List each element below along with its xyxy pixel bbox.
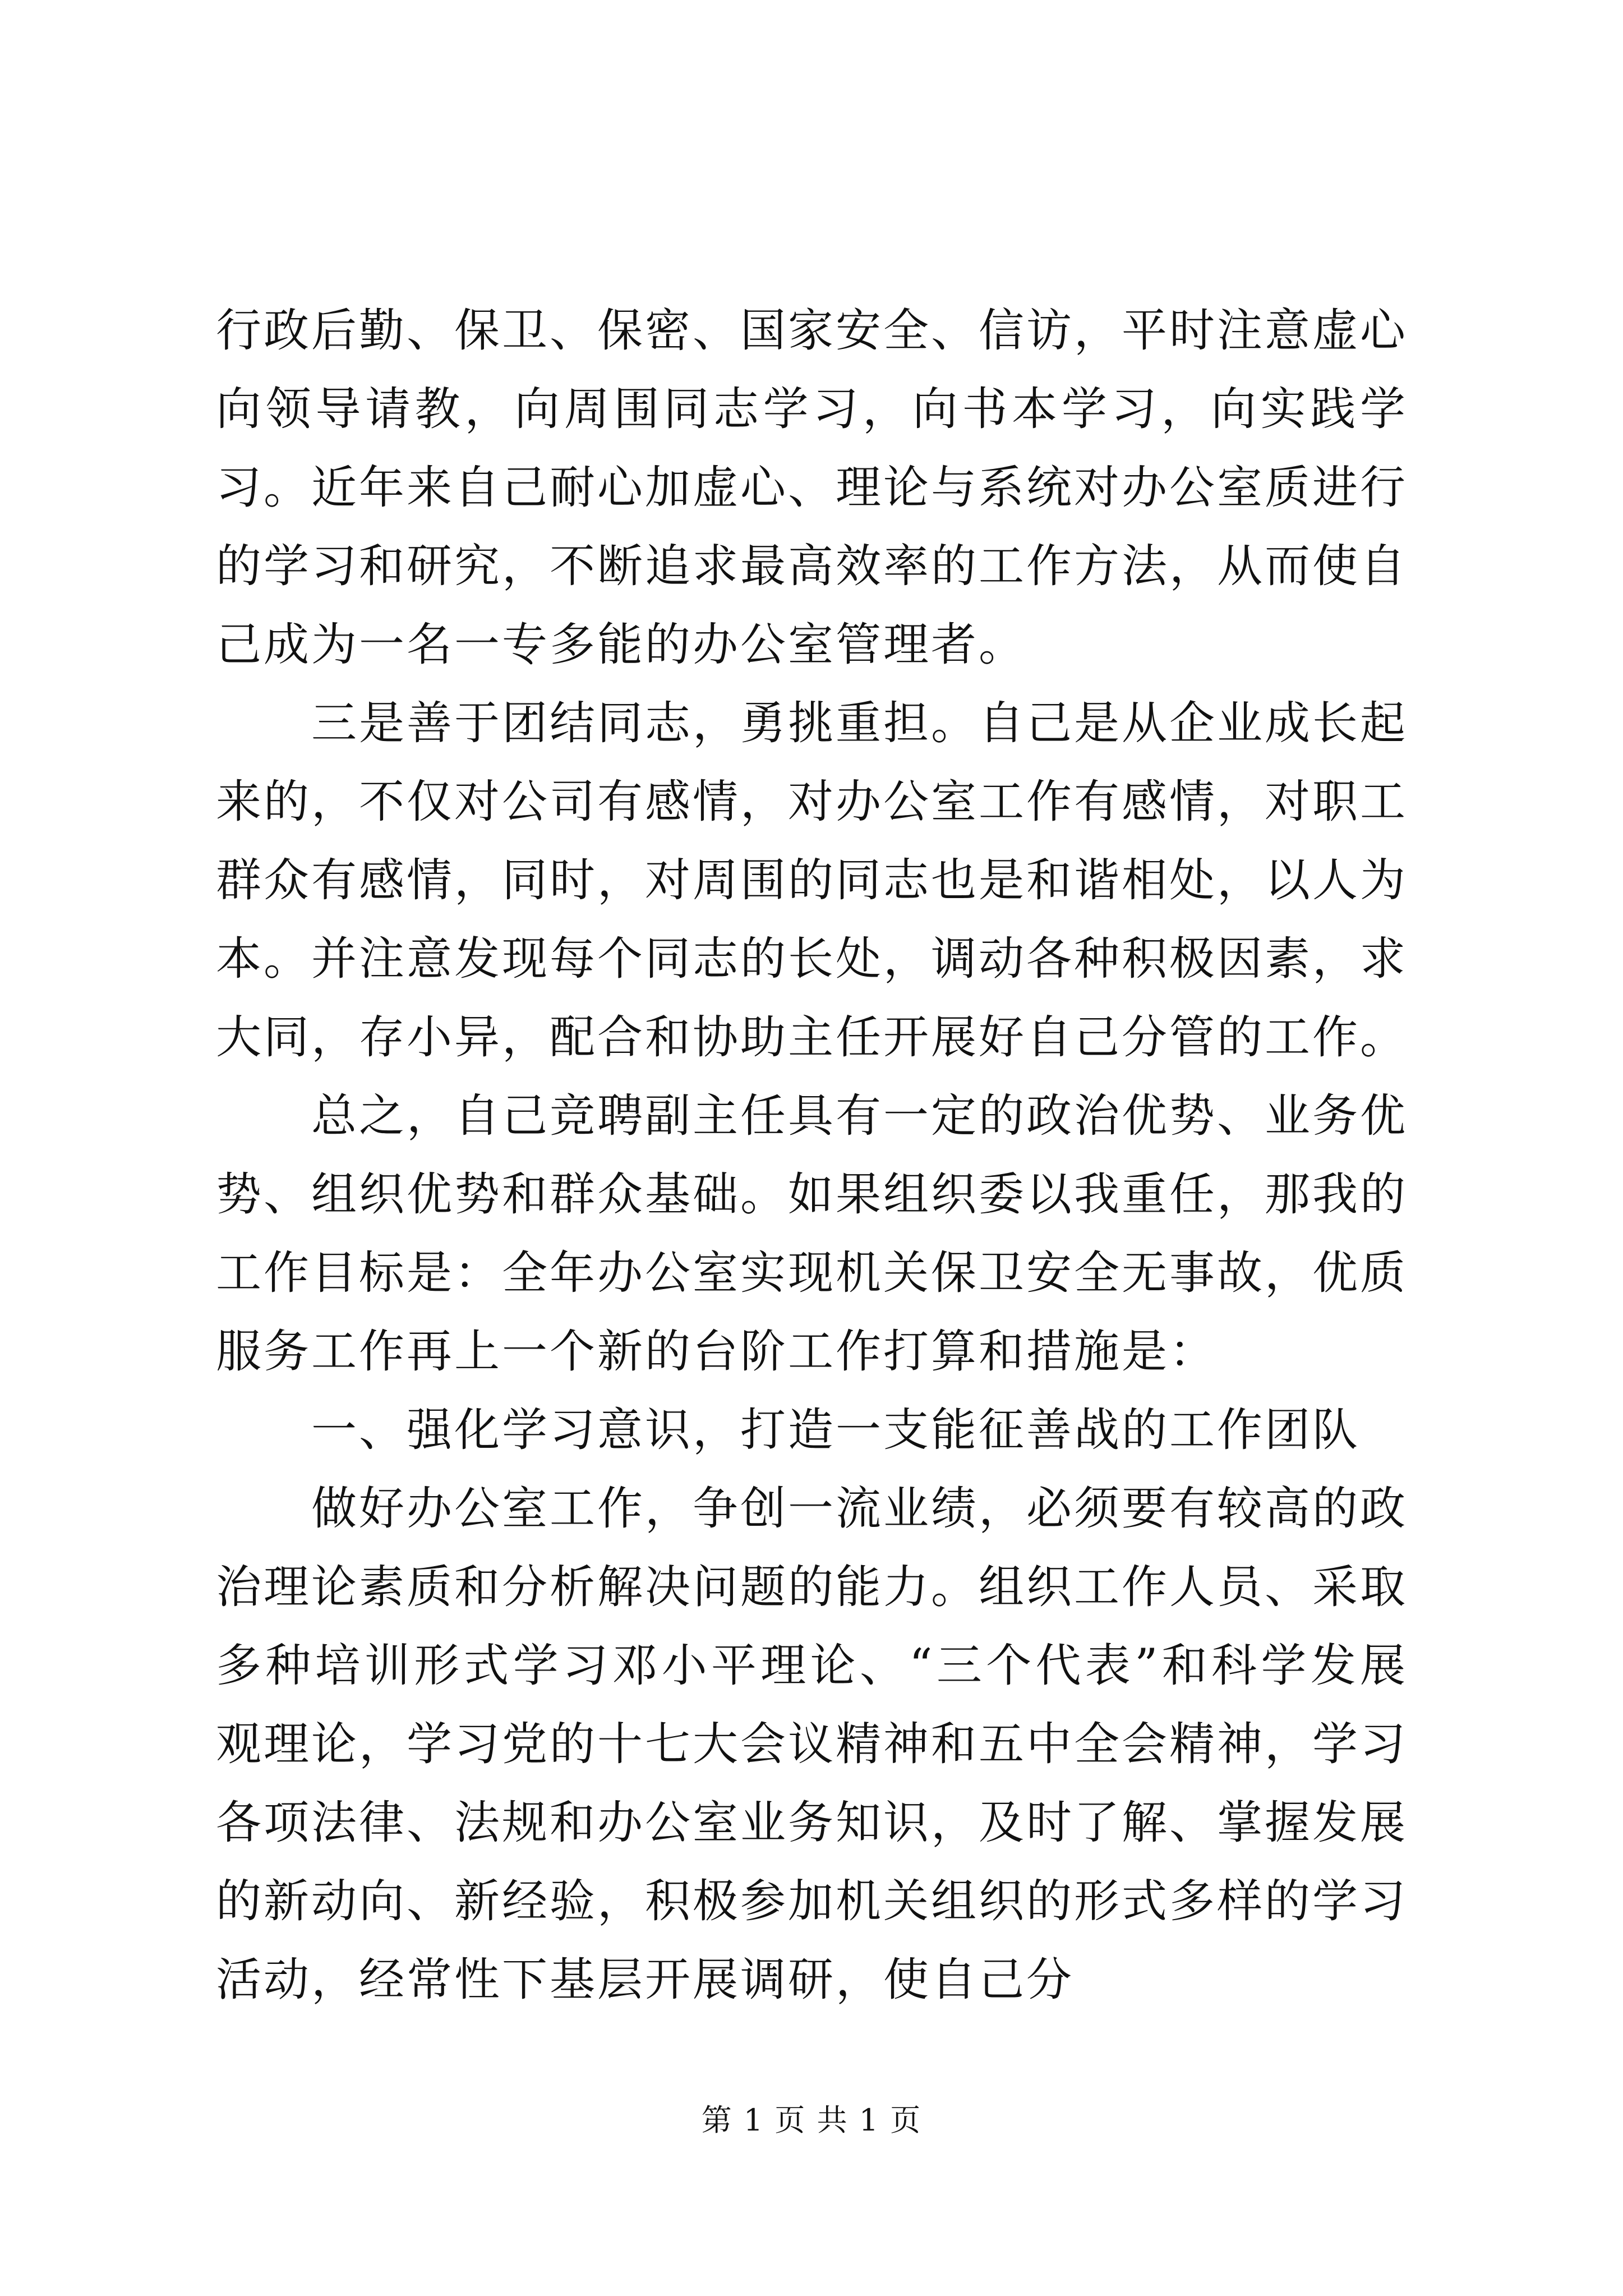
paragraph-summary: 总之，自己竞聘副主任具有一定的政治优势、业务优势、组织优势和群众基础。如果组织委以我重任，那我的工作目标是：全年办公室实现机关保卫安全无事故，优质服务工作再上一个新的台阶工作打算和措施是：: [216, 1090, 1408, 1378]
paragraph-continuation: 行政后勤、保卫、保密、国家安全、信访，平时注意虚心向领导请教，向周围同志学习，向书本学习，向实践学习。近年来自己耐心加虚心、理论与系统对办公室质进行的学习和研究，不断追求最高效率的工作方法，从而使自己成为一名一专多能的办公室管理者。: [216, 305, 1408, 671]
paragraph-study: 做好办公室工作，争创一流业绩，必须要有较高的政治理论素质和分析解决问题的能力。组织工作人员、采取多种培训形式学习邓小平理论、“三个代表”和科学发展观理论，学习党的十七大会议精神和五中全会精神，学习各项法律、法规和办公室业务知识，及时了解、掌握发展的新动向、新经验，积极参加机关组织的形式多样的学习活动，经常性下基层开展调研，使自己分: [216, 1483, 1408, 2007]
document-body: [216, 292, 1408, 2019]
page-footer: 第 1 页 共 1 页: [701, 2102, 922, 2138]
section-heading-1: 一、强化学习意识，打造一支能征善战的工作团队: [311, 1404, 1361, 1457]
paragraph-unity: 三是善于团结同志，勇挑重担。自己是从企业成长起来的，不仅对公司有感情，对办公室工作有感情，对职工群众有感情，同时，对周围的同志也是和谐相处，以人为本。并注意发现每个同志的长处，调动各种积极因素，求大同，存小异，配合和协助主任开展好自己分管的工作。: [216, 697, 1408, 1064]
